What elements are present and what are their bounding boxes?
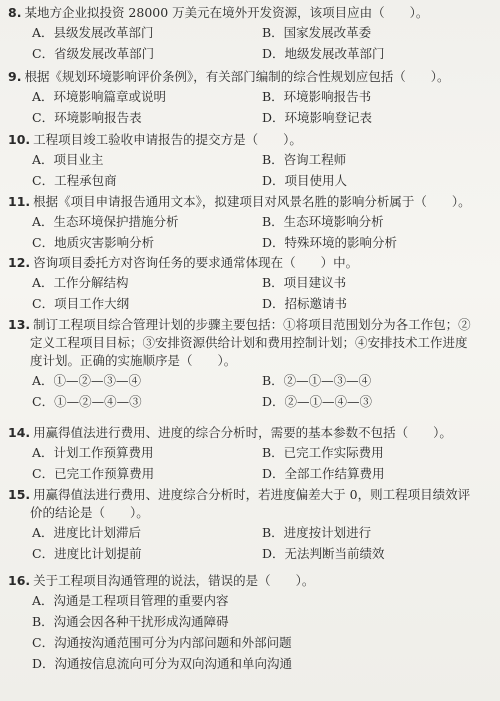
option-c[interactable]: C．进度比计划提前 bbox=[32, 545, 142, 561]
option-d[interactable]: D．特殊环境的影响分析 bbox=[262, 234, 398, 250]
option-d[interactable]: D．项目使用人 bbox=[262, 172, 348, 188]
question-text: 用赢得值法进行费用、进度的综合分析时，需要的基本参数不包括（ ）。 bbox=[33, 425, 452, 440]
question-16 bbox=[8, 572, 492, 674]
question-stem bbox=[8, 486, 492, 504]
question-text-continued: 定义工程项目目标；③安排资源供给计划和费用控制计划；④安排技术工作进度 bbox=[30, 335, 468, 350]
question-text: 某地方企业拟投资 28000 万美元在境外开发资源，该项目应由（ ）。 bbox=[24, 5, 429, 20]
option-a[interactable]: A．进度比计划滞后 bbox=[32, 524, 142, 540]
question-number: 15. bbox=[8, 487, 31, 502]
option-c[interactable]: C．省级发展改革部门 bbox=[32, 45, 155, 61]
question-text-continued: 度计划。正确的实施顺序是（ ）。 bbox=[30, 353, 237, 368]
question-text: 工程项目竣工验收申请报告的提交方是（ ）。 bbox=[33, 132, 302, 147]
question-text-continued: 价的结论是（ ）。 bbox=[30, 505, 149, 520]
option-b[interactable]: B．生态环境影响分析 bbox=[262, 213, 384, 229]
question-stem bbox=[8, 193, 492, 211]
question-stem bbox=[8, 68, 492, 86]
option-a[interactable]: A．县级发展改革部门 bbox=[32, 24, 154, 40]
question-11 bbox=[8, 193, 492, 253]
question-number: 9. bbox=[8, 69, 22, 84]
question-text: 根据《规划环境影响评价条例》，有关部门编制的综合性规划应包括（ ）。 bbox=[24, 69, 450, 84]
question-8 bbox=[8, 4, 492, 64]
question-stem bbox=[8, 316, 492, 334]
question-stem bbox=[8, 4, 492, 22]
option-b[interactable]: B．②—①—③—④ bbox=[262, 372, 372, 388]
question-stem bbox=[8, 131, 492, 149]
option-c[interactable]: C．①—②—④—③ bbox=[32, 393, 142, 409]
option-a[interactable]: A．工作分解结构 bbox=[32, 274, 129, 290]
question-text: 用赢得值法进行费用、进度综合分析时，若进度偏差大于 0，则工程项目绩效评 bbox=[33, 487, 471, 502]
option-d[interactable]: D．②—①—④—③ bbox=[262, 393, 373, 409]
option-b[interactable]: B．已完工作实际费用 bbox=[262, 444, 384, 460]
question-number: 8. bbox=[8, 5, 22, 20]
option-d[interactable]: D．环境影响登记表 bbox=[262, 109, 373, 125]
option-c[interactable]: C．工程承包商 bbox=[32, 172, 117, 188]
question-text: 关于工程项目沟通管理的说法，错误的是（ ）。 bbox=[33, 573, 315, 588]
option-d[interactable]: D．地级发展改革部门 bbox=[262, 45, 385, 61]
option-a[interactable]: A．沟通是工程项目管理的重要内容 bbox=[32, 593, 229, 608]
question-12 bbox=[8, 254, 492, 314]
option-b[interactable]: B．项目建议书 bbox=[262, 274, 347, 290]
option-c[interactable]: C．环境影响报告表 bbox=[32, 109, 142, 125]
option-a[interactable]: A．①—②—③—④ bbox=[32, 372, 142, 388]
question-number: 13. bbox=[8, 317, 31, 332]
option-c[interactable]: C．沟通按沟通范围可分为内部问题和外部问题 bbox=[32, 635, 292, 650]
question-14 bbox=[8, 424, 492, 484]
question-number: 16. bbox=[8, 573, 31, 588]
option-b[interactable]: B．沟通会因各种干扰形成沟通障碍 bbox=[32, 614, 229, 629]
question-10 bbox=[8, 131, 492, 191]
option-b[interactable]: B．咨询工程师 bbox=[262, 151, 347, 167]
option-d[interactable]: D．招标邀请书 bbox=[262, 295, 348, 311]
option-b[interactable]: B．环境影响报告书 bbox=[262, 88, 372, 104]
option-c[interactable]: C．地质灾害影响分析 bbox=[32, 234, 155, 250]
question-number: 12. bbox=[8, 255, 31, 270]
question-number: 10. bbox=[8, 132, 31, 147]
option-c[interactable]: C．已完工作预算费用 bbox=[32, 465, 155, 481]
option-c[interactable]: C．项目工作大纲 bbox=[32, 295, 130, 311]
question-13 bbox=[8, 316, 492, 412]
option-a[interactable]: A．项目业主 bbox=[32, 151, 104, 167]
question-stem bbox=[8, 424, 492, 442]
option-d[interactable]: D．沟通按信息流向可分为双向沟通和单向沟通 bbox=[32, 656, 293, 671]
question-9 bbox=[8, 68, 492, 128]
question-text: 根据《项目申请报告通用文本》，拟建项目对风景名胜的影响分析属于（ ）。 bbox=[33, 194, 471, 209]
question-text: 咨询项目委托方对咨询任务的要求通常体现在（ ）中。 bbox=[33, 255, 359, 270]
option-b[interactable]: B．国家发展改革委 bbox=[262, 24, 372, 40]
option-d[interactable]: D．无法判断当前绩效 bbox=[262, 545, 385, 561]
question-number: 11. bbox=[8, 194, 31, 209]
question-stem bbox=[8, 572, 492, 590]
option-d[interactable]: D．全部工作结算费用 bbox=[262, 465, 385, 481]
question-number: 14. bbox=[8, 425, 31, 440]
option-b[interactable]: B．进度按计划进行 bbox=[262, 524, 372, 540]
option-a[interactable]: A．计划工作预算费用 bbox=[32, 444, 154, 460]
question-15 bbox=[8, 486, 492, 564]
option-a[interactable]: A．生态环境保护措施分析 bbox=[32, 213, 179, 229]
option-a[interactable]: A．环境影响篇章或说明 bbox=[32, 88, 167, 104]
question-text: 制订工程项目综合管理计划的步骤主要包括：①将项目范围划分为各工作包；② bbox=[33, 317, 471, 332]
question-stem bbox=[8, 254, 492, 272]
